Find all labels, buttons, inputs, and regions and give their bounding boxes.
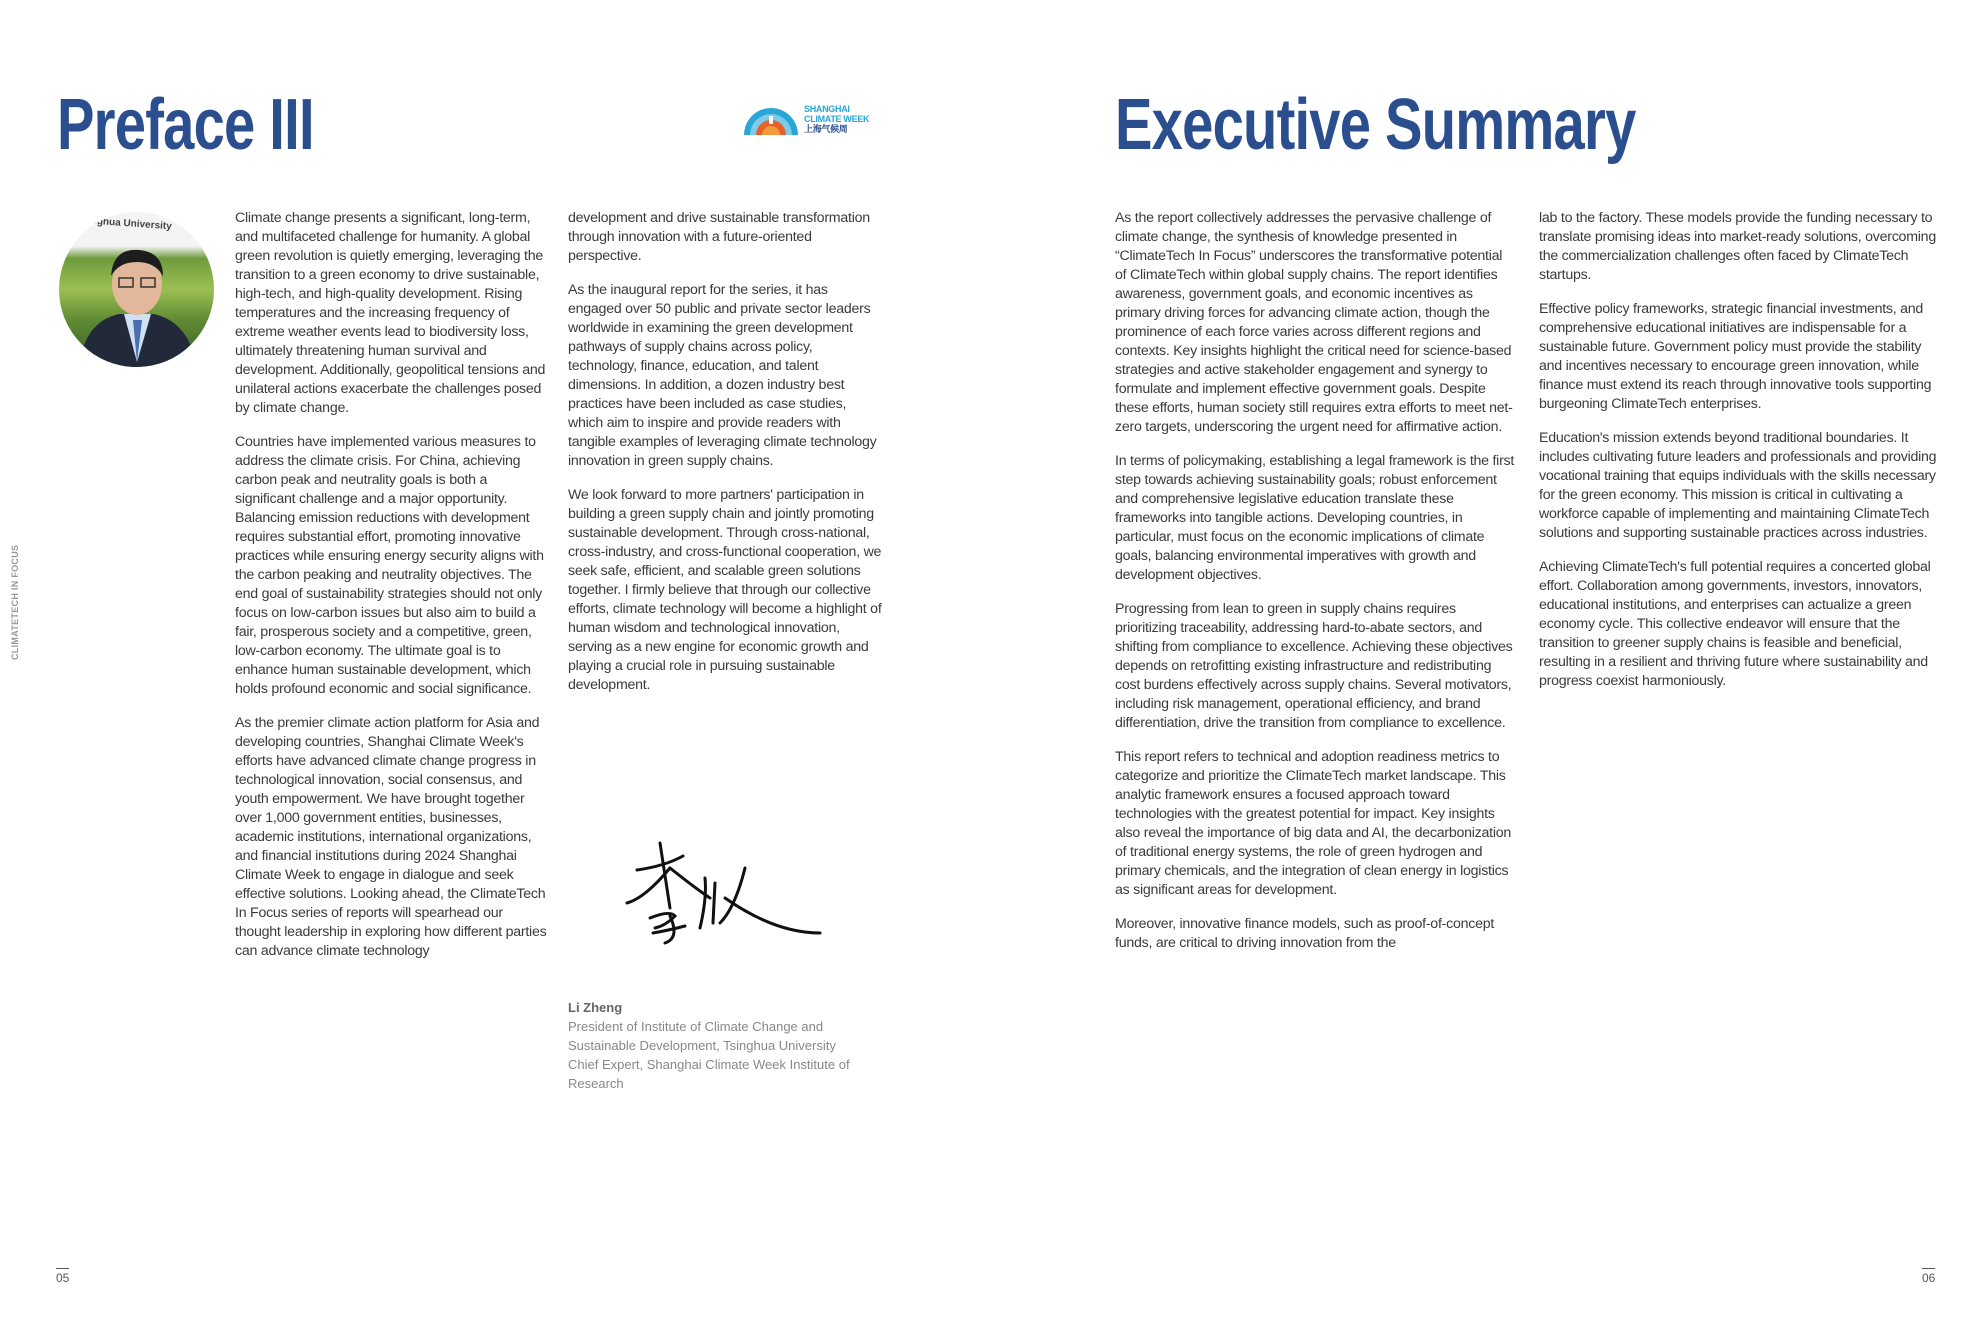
paragraph: Moreover, innovative finance models, such as proof-of-concept funds, are critical to driving innovation from the — [1115, 916, 1495, 951]
shanghai-climate-week-logo — [742, 102, 882, 138]
paragraph: Effective policy frameworks, strategic financial investments, and comprehensive educational initiatives are indispensable for a sustainable future. Government policy must provide the stability and incentives necessary to encourage green innovation, while finance must extend its reach through innovative tools supporting burgeoning ClimateTech enterprises. — [1539, 301, 1932, 412]
paragraph: As the report collectively addresses the pervasive challenge of climate change, the synthesis of knowledge presented in “ClimateTech In Focus” underscores the transformative potential of ClimateTech within global supply chains. The report identifies awareness, government goals, and economic incentives as primary driving forces for advancing climate action, though the prominence of each force varies across different regions and contexts. Key insights highlight the critical need for science-based strategies and active stakeholder engagement and synergy to formulate and implement effective government goals. Despite these efforts, human society still requires extra efforts to meet net-zero targets, underscoring the urgent need for affirmative action. — [1115, 210, 1513, 435]
preface-column-1 — [235, 209, 551, 976]
page-number-left: 05 — [56, 1268, 69, 1285]
page-number-right: 06 — [1922, 1268, 1935, 1285]
author-name: Li Zheng — [568, 1000, 623, 1015]
paragraph: development and drive sustainable transformation through innovation with a future-oriented perspective. — [568, 210, 870, 264]
rainbow-logo-icon — [742, 102, 800, 136]
preface-column-2 — [568, 209, 884, 710]
paragraph: As the premier climate action platform for Asia and developing countries, Shanghai Climate Week's efforts have advanced climate change progress in technological innovation, social consensus, and youth empowerment. We have brought together over 1,000 government entities, businesses, academic institutions, international organizations, and financial institutions during 2024 Shanghai Climate Week to engage in dialogue and seek effective solutions. Looking ahead, the ClimateTech In Focus series of reports will spearhead our thought leadership in exploring how different parties can advance climate technology — [235, 715, 547, 959]
paragraph: Education's mission extends beyond traditional boundaries. It includes cultivating future leaders and professionals and providing vocational training that equips individuals with the skills necessary for the green economy. This mission is critical in cultivating a workforce capable of implementing and maintaining ClimateTech solutions and supporting sustainable practices across industries. — [1539, 430, 1937, 541]
paragraph: Progressing from lean to green in supply chains requires prioritizing traceability, addressing hard-to-abate sectors, and shifting from compliance to excellence. Achieving these objectives depends on retrofitting existing infrastructure and redistributing cost burdens effectively across supply chains. Several motivators, including risk management, operational efficiency, and brand differentiation, drive the transition from compliance to excellence. — [1115, 601, 1513, 731]
signature-image — [625, 838, 825, 953]
photo-caption: Tsinghua University — [76, 214, 173, 233]
portrait-figure-icon — [59, 212, 214, 367]
side-label: CLIMATETECH IN FOCUS — [10, 544, 20, 660]
author-title-1: President of Institute of Climate Change and Sustainable Development, Tsinghua University — [568, 1019, 836, 1053]
paragraph: Achieving ClimateTech's full potential requires a concerted global effort. Collaboration among governments, investors, innovators, educational institutions, and enterprises can actualize a green economy cycle. This collective endeavor will ensure that the transition to greener supply chains is feasible and beneficial, resulting in a resilient and thriving future where sustainability and progress coexist harmoniously. — [1539, 559, 1931, 689]
paragraph: Climate change presents a significant, long-term, and multifaceted challenge for humanity. A global green revolution is quietly emerging, leveraging the transition to a green economy to drive sustainable, high-tech, and high-quality development. Rising temperatures and the increasing frequency of extreme weather events lead to biodiversity loss, ultimately threatening human survival and development. Additionally, geopolitical tensions and unilateral actions exacerbate the challenges posed by climate change. — [235, 210, 546, 416]
author-block — [568, 998, 888, 1093]
logo-line-2: CLIMATE WEEK — [804, 114, 870, 124]
author-portrait — [59, 212, 214, 367]
paragraph: Countries have implemented various measures to address the climate crisis. For China, achieving carbon peak and neutrality goals is both a significant challenge and a major opportunity. Balancing emission reductions with development requires substantial effort, promoting innovative practices while ensuring energy security aligns with the carbon peaking and neutrality objectives. The end goal of sustainability strategies should not only focus on low-carbon issues but also aim to build a fair, prosperous society and a competitive, green, low-carbon economy. The ultimate goal is to enhance human sustainable development, which holds profound economic and social significance. — [235, 434, 544, 697]
logo-line-3: 上海气候周 — [804, 124, 848, 134]
paragraph: In terms of policymaking, establishing a legal framework is the first step towards achieving sustainability goals; robust enforcement and comprehensive legislative education translate these frameworks into tangible actions. Developing countries, in particular, must focus on the economic implications of climate goals, balancing environmental imperatives with growth and development objectives. — [1115, 453, 1515, 583]
paragraph: As the inaugural report for the series, it has engaged over 50 public and private sector leaders worldwide in examining the green development pathways of supply chains across policy, technology, finance, education, and talent dimensions. In addition, a dozen industry best practices have been included as case studies, which aim to inspire and provide readers with tangible examples of leveraging climate technology innovation in green supply chains. — [568, 282, 877, 469]
logo-line-1: SHANGHAI — [804, 104, 850, 114]
summary-column-2 — [1539, 209, 1944, 706]
page-title-executive-summary: Executive Summary — [1115, 85, 1636, 165]
paragraph: This report refers to technical and adoption readiness metrics to categorize and prioritize the ClimateTech market landscape. This analytic framework ensures a focused approach toward technologies with the greatest potential for impact. Key insights also reveal the importance of big data and AI, the decarbonization of traditional energy systems, the role of green hydrogen and primary chemicals, and the integration of clean energy in logistics as significant areas for development. — [1115, 749, 1511, 898]
page-title-preface: Preface III — [57, 85, 314, 165]
summary-column-1 — [1115, 209, 1515, 968]
author-title-2: Chief Expert, Shanghai Climate Week Institute of Research — [568, 1057, 850, 1091]
paragraph: We look forward to more partners' participation in building a green supply chain and jointly promoting sustainable development. Through cross-national, cross-industry, and cross-functional cooperation, we seek safe, efficient, and scalable green solutions together. I firmly believe that through our collective efforts, climate technology will become a highlight of human wisdom and technological innovation, serving as a new engine for economic growth and playing a crucial role in pursuing sustainable development. — [568, 487, 882, 693]
paragraph: lab to the factory. These models provide the funding necessary to translate promising ideas into market-ready solutions, overcoming the commercialization challenges often faced by ClimateTech startups. — [1539, 210, 1936, 283]
